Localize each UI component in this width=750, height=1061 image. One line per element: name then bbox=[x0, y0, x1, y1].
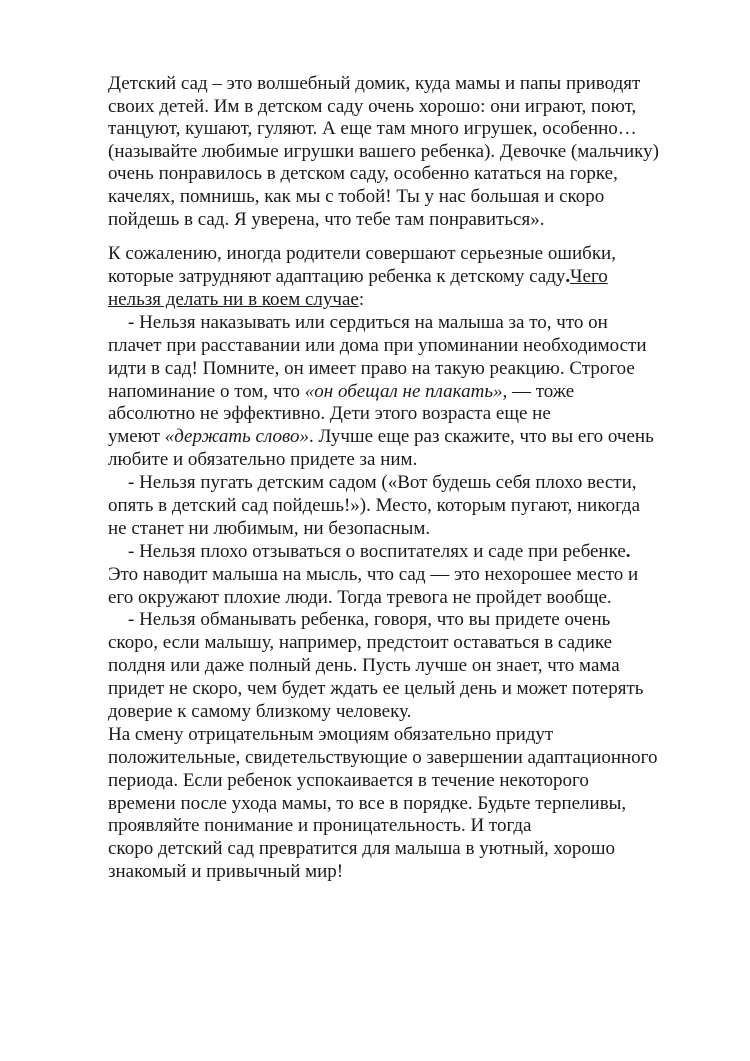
text-line: своих детей. Им в детском саду очень хорошо: они играют, поют, bbox=[108, 95, 637, 117]
text-line: придет не скоро, чем будет ждать ее целый день и может потерять bbox=[108, 678, 644, 700]
list-item-line: - Нельзя обманывать ребенка, говоря, что вы придете очень bbox=[128, 609, 611, 631]
text-line: плачет при расставании или дома при упоминании необходимости bbox=[108, 334, 647, 356]
text: - Нельзя плохо отзываться о воспитателях и саде при ребенке bbox=[128, 540, 626, 562]
text-line: идти в сад! Помните, он имеет право на такую реакцию. Строгое bbox=[108, 357, 635, 379]
text-line: периода. Если ребенок успокаивается в течение некоторого bbox=[108, 769, 589, 791]
text-line: очень понравилось в детском саду, особенно кататься на горке, bbox=[108, 163, 618, 185]
text-line: не станет ни любимым, ни безопасным. bbox=[108, 517, 431, 539]
underlined-heading: нельзя делать ни в коем случае bbox=[108, 288, 359, 310]
text-line: абсолютно не эффективно. Дети этого возраста еще не bbox=[108, 403, 551, 425]
text-line: (называйте любимые игрушки вашего ребенка). Девочке (мальчику) bbox=[108, 140, 659, 162]
text-line: полдня или даже полный день. Пусть лучше он знает, что мама bbox=[108, 655, 620, 677]
text-line: доверие к самому близкому человеку. bbox=[108, 700, 412, 722]
underlined-heading: Чего bbox=[570, 266, 608, 288]
text-line bbox=[108, 266, 708, 289]
list-item-line: - Нельзя пугать детским садом («Вот будешь себя плохо вести, bbox=[128, 472, 637, 494]
text: напоминание о том, что bbox=[108, 380, 305, 402]
text-line bbox=[108, 381, 708, 404]
text: . bbox=[565, 266, 571, 288]
text-line: На смену отрицательным эмоциям обязательно придут bbox=[108, 723, 554, 745]
text-line: пойдешь в сад. Я уверена, что тебе там понравиться». bbox=[108, 208, 545, 230]
text-line: любите и обязательно придете за ним. bbox=[108, 449, 418, 471]
text: которые затрудняют адаптацию ребенка к детскому саду bbox=[108, 266, 566, 288]
italic-quote: «держать слово» bbox=[164, 426, 309, 448]
text-line: проявляйте понимание и проницательность. И тогда bbox=[108, 815, 532, 837]
text-line: К сожалению, иногда родители совершают серьезные ошибки, bbox=[108, 243, 616, 265]
list-item-line: - Нельзя наказывать или сердиться на малыша за то, что он bbox=[128, 311, 608, 333]
text-line bbox=[108, 426, 708, 449]
text-line: положительные, свидетельствующие о завершении адаптационного bbox=[108, 746, 658, 768]
document-page bbox=[108, 73, 708, 884]
text: , — тоже bbox=[502, 380, 575, 402]
advice-paragraph bbox=[108, 243, 708, 884]
text-line: знакомый и привычный мир! bbox=[108, 861, 344, 883]
text-line: опять в детский сад пойдешь!»). Место, которым пугают, никогда bbox=[108, 494, 641, 516]
text: . Лучше еще раз скажите, что вы его очень bbox=[309, 426, 654, 448]
text: умеют bbox=[108, 426, 165, 448]
list-item-line bbox=[108, 541, 708, 564]
intro-paragraph bbox=[108, 73, 708, 231]
italic-quote: «он обещал не плакать» bbox=[304, 380, 503, 402]
text: . bbox=[625, 540, 631, 562]
text-line bbox=[108, 289, 708, 312]
text-line: скоро детский сад превратится для малыша в уютный, хорошо bbox=[108, 838, 615, 860]
text-line: его окружают плохие люди. Тогда тревога не пройдет вообще. bbox=[108, 586, 612, 608]
text-line: Детский сад – это волшебный домик, куда мамы и папы приводят bbox=[108, 73, 641, 94]
text-line: Это наводит малыша на мысль, что сад — это нехорошее место и bbox=[108, 563, 639, 585]
text-line: танцуют, кушают, гуляют. А еще там много игрушек, особенно… bbox=[108, 118, 637, 140]
text-line: времени после ухода мамы, то все в порядке. Будьте терпеливы, bbox=[108, 792, 627, 814]
text-line: скоро, если малышу, например, предстоит оставаться в садике bbox=[108, 632, 613, 654]
text: : bbox=[358, 288, 365, 310]
text-line: качелях, помнишь, как мы с тобой! Ты у нас большая и скоро bbox=[108, 185, 605, 207]
